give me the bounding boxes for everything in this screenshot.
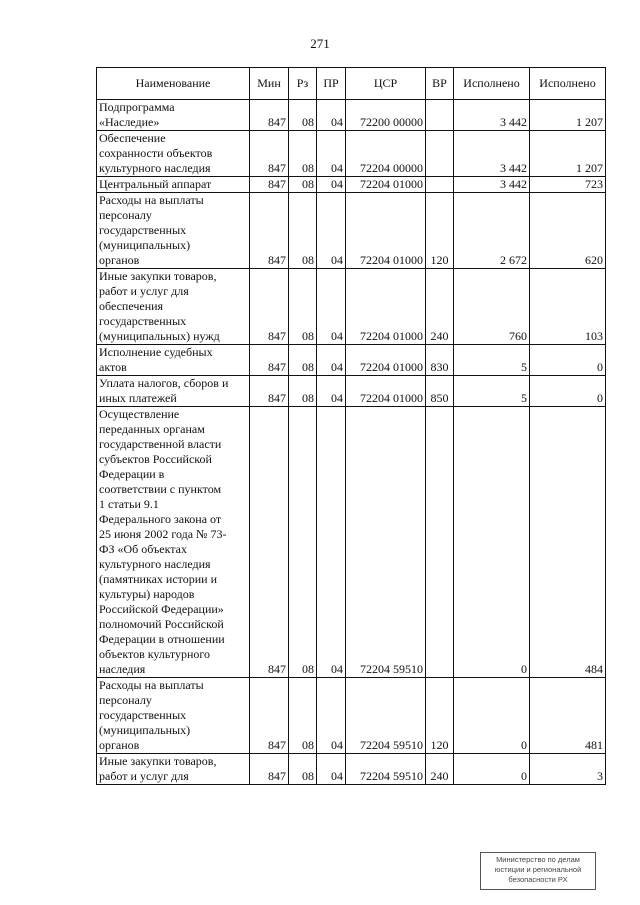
header-executed-2: Исполнено [530,68,606,100]
row-min: 847 [250,407,289,678]
row-name: Иные закупки товаров, работ и услуг для обеспечения государственных (муниципальных) нужд [97,269,250,345]
row-csr: 72204 59510 [346,678,426,754]
row-executed-1: 3 442 [454,131,530,177]
row-executed-2: 620 [530,193,606,269]
row-csr: 72204 01000 [346,269,426,345]
row-executed-1: 3 442 [454,177,530,193]
row-rz: 08 [289,345,317,376]
table-row [97,345,606,376]
row-pr: 04 [317,269,346,345]
row-name: Обеспечение сохранности объектов культурного наследия [97,131,250,177]
row-csr: 72204 00000 [346,131,426,177]
table-row [97,376,606,407]
row-executed-2: 0 [530,345,606,376]
row-pr: 04 [317,131,346,177]
row-min: 847 [250,100,289,131]
table-row [97,193,606,269]
budget-table [96,67,606,785]
header-rz: Рз [289,68,317,100]
row-executed-1: 760 [454,269,530,345]
row-executed-2: 3 [530,754,606,785]
row-min: 847 [250,754,289,785]
row-executed-2: 0 [530,376,606,407]
row-rz: 08 [289,407,317,678]
table-row [97,131,606,177]
table-row [97,269,606,345]
ministry-stamp [480,852,596,890]
table-row [97,754,606,785]
row-pr: 04 [317,345,346,376]
row-rz: 08 [289,678,317,754]
row-csr: 72204 01000 [346,345,426,376]
row-executed-1: 5 [454,345,530,376]
row-min: 847 [250,131,289,177]
row-executed-1: 0 [454,678,530,754]
row-pr: 04 [317,100,346,131]
row-name: Исполнение судебных актов [97,345,250,376]
header-vr: ВР [426,68,454,100]
row-rz: 08 [289,754,317,785]
row-name: Осуществление переданных органам государственной власти субъектов Российской Федерации в соответствии с пунктом 1 статьи 9.1 Федерального закона от 25 июня 2002 года № 73- ФЗ «Об объектах культурного наследия (памятниках истории и культуры) народов Российской Федерации» полномочий Российской Федерации в отношении объектов культурного наследия [97,407,250,678]
row-rz: 08 [289,269,317,345]
row-executed-1: 5 [454,376,530,407]
table-row [97,100,606,131]
row-min: 847 [250,269,289,345]
page-number: 271 [310,36,330,51]
stamp-line-1: Министерство по делам [496,855,580,864]
row-name: Центральный аппарат [97,177,250,193]
row-executed-2: 723 [530,177,606,193]
table-row [97,407,606,678]
row-vr [426,131,454,177]
row-pr: 04 [317,193,346,269]
header-pr: ПР [317,68,346,100]
row-vr: 120 [426,678,454,754]
table-row [97,678,606,754]
row-min: 847 [250,177,289,193]
row-executed-2: 481 [530,678,606,754]
row-min: 847 [250,193,289,269]
row-csr: 72204 01000 [346,376,426,407]
row-pr: 04 [317,376,346,407]
row-name: Уплата налогов, сборов и иных платежей [97,376,250,407]
row-vr: 120 [426,193,454,269]
row-executed-1: 0 [454,754,530,785]
row-executed-2: 484 [530,407,606,678]
row-vr [426,100,454,131]
row-vr [426,177,454,193]
row-rz: 08 [289,177,317,193]
row-csr: 72204 59510 [346,407,426,678]
row-name: Расходы на выплаты персоналу государственных (муниципальных) органов [97,193,250,269]
row-min: 847 [250,678,289,754]
row-rz: 08 [289,193,317,269]
row-csr: 72204 59510 [346,754,426,785]
row-rz: 08 [289,376,317,407]
row-csr: 72204 01000 [346,193,426,269]
header-name: Наименование [97,68,250,100]
row-name: Иные закупки товаров, работ и услуг для [97,754,250,785]
header-min: Мин [250,68,289,100]
row-min: 847 [250,345,289,376]
row-pr: 04 [317,678,346,754]
header-row [97,68,606,100]
row-executed-2: 1 207 [530,131,606,177]
row-name: Расходы на выплаты персоналу государственных (муниципальных) органов [97,678,250,754]
row-vr: 830 [426,345,454,376]
row-pr: 04 [317,407,346,678]
row-executed-2: 1 207 [530,100,606,131]
row-vr: 850 [426,376,454,407]
row-vr: 240 [426,754,454,785]
row-vr: 240 [426,269,454,345]
table-row [97,177,606,193]
row-executed-1: 3 442 [454,100,530,131]
row-min: 847 [250,376,289,407]
row-name: Подпрограмма «Наследие» [97,100,250,131]
row-vr [426,407,454,678]
row-executed-2: 103 [530,269,606,345]
header-executed-1: Исполнено [454,68,530,100]
row-csr: 72200 00000 [346,100,426,131]
row-csr: 72204 01000 [346,177,426,193]
row-executed-1: 0 [454,407,530,678]
stamp-line-2: юстиции и региональной [494,865,582,874]
stamp-line-3: безопасности РХ [508,875,568,884]
header-csr: ЦСР [346,68,426,100]
row-pr: 04 [317,754,346,785]
row-pr: 04 [317,177,346,193]
row-rz: 08 [289,100,317,131]
row-executed-1: 2 672 [454,193,530,269]
row-rz: 08 [289,131,317,177]
